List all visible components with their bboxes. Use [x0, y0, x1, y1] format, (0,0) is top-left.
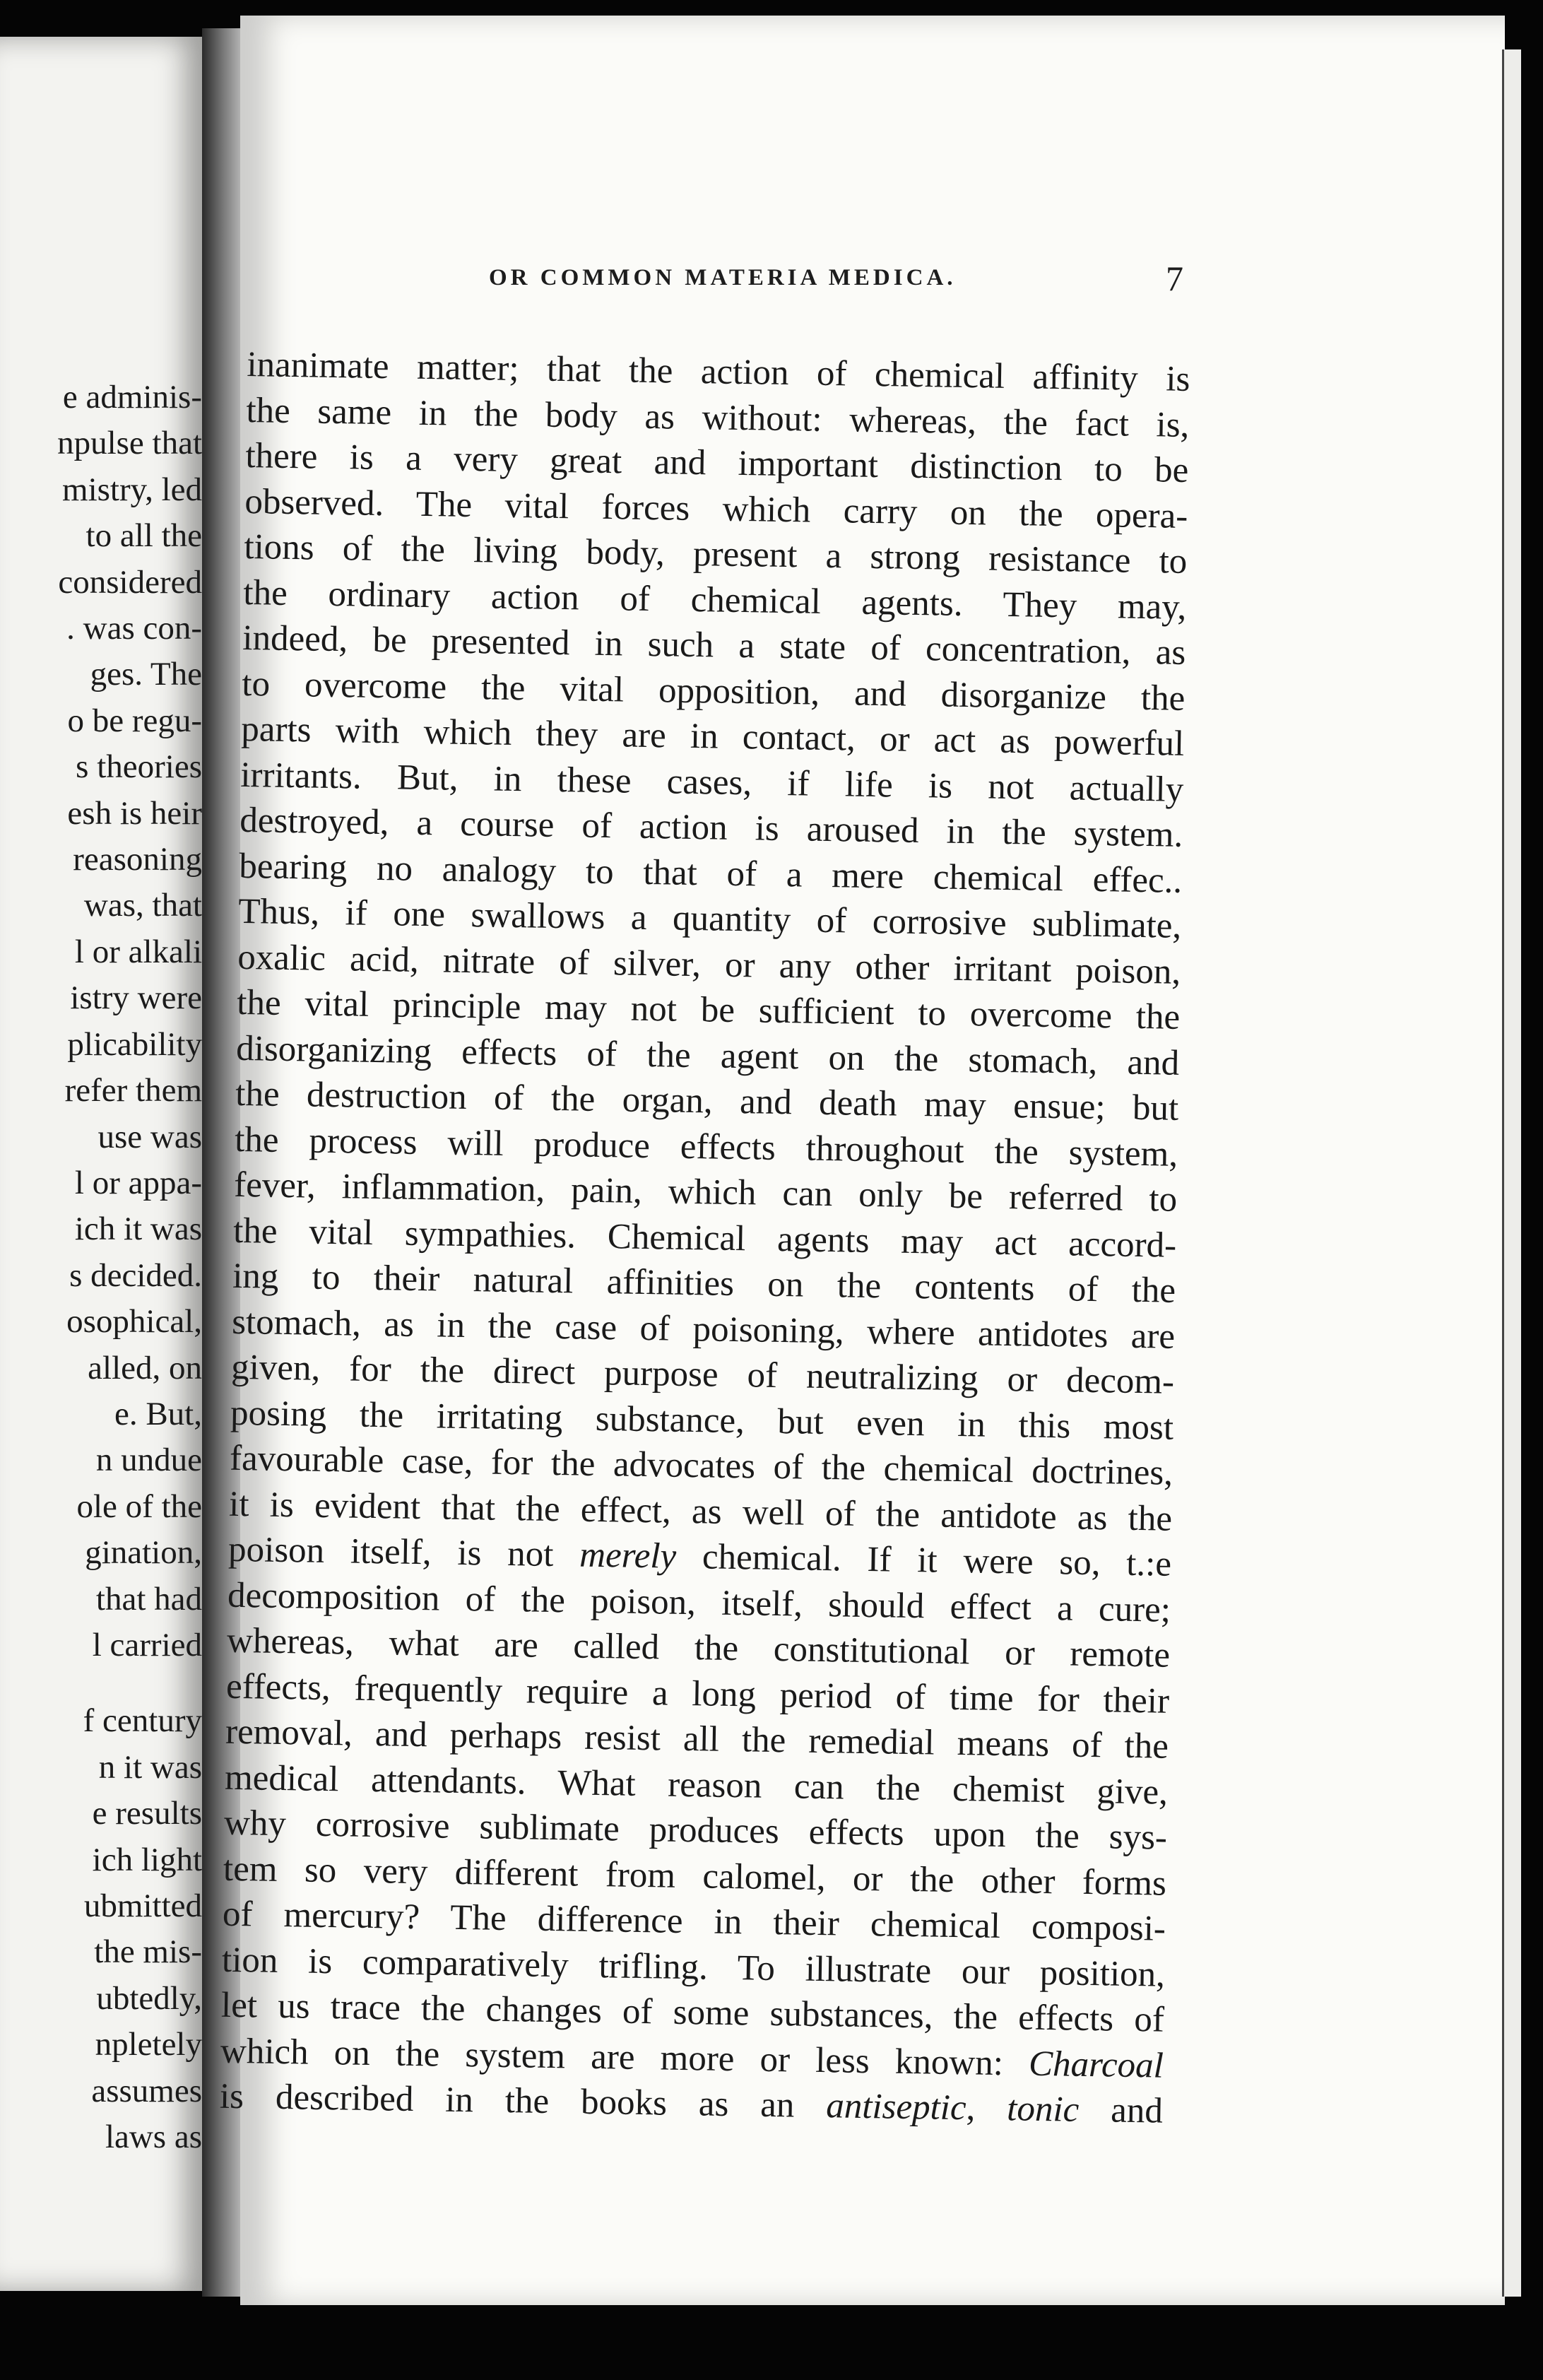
body-line: favourable case, for the advocates of the chemical doctrines,	[229, 1438, 1173, 1493]
body-line: destroyed, a course of action is aroused in the system.	[239, 800, 1183, 855]
body-line: oxalic acid, nitrate of silver, or any other irritant poison,	[237, 937, 1181, 992]
page-number: 7	[1166, 259, 1183, 298]
body-line: inanimate matter; that the action of chemical affinity is	[247, 344, 1190, 399]
left-page-line: istry were	[70, 979, 202, 1017]
left-page-line: . was con-	[66, 610, 202, 647]
body-line: the vital principle may not be sufficient to overcome the	[236, 982, 1181, 1037]
left-page-line: was, that	[83, 887, 202, 924]
left-page-line: esh is heir	[67, 794, 202, 832]
left-page-line: mistry, led	[62, 471, 202, 508]
body-text	[219, 342, 1190, 2134]
body-line: fever, inflammation, pain, which can only be referred to	[233, 1165, 1178, 1220]
body-text-run: poison itself, is not	[227, 1529, 580, 1575]
body-line: stomach, as in the case of poisoning, where antidotes are	[231, 1302, 1176, 1357]
left-page-line: n undue	[95, 1442, 202, 1479]
body-line: the same in the body as without: whereas, the fact is,	[246, 390, 1190, 445]
body-line: decomposition of the poison, itself, should effect a cure;	[227, 1575, 1171, 1630]
italic-word: tonic	[1006, 2089, 1080, 2130]
body-line: bearing no analogy to that of a mere chemical effec..	[238, 846, 1183, 901]
body-line: it is evident that the effect, as well of the antidote as the	[228, 1484, 1173, 1539]
body-line: ing to their natural affinities on the contents of the	[232, 1256, 1176, 1311]
paragraph-gap	[57, 1668, 202, 1698]
left-page-line: n it was	[98, 1748, 202, 1786]
body-line: parts with which they are in contact, or act as powerful	[240, 709, 1185, 764]
left-page-line: e results	[92, 1795, 202, 1832]
running-head: OR COMMON MATERIA MEDICA.	[489, 265, 957, 290]
body-line: to overcome the vital opposition, and disorganize the	[241, 664, 1186, 719]
left-page-line: the mis-	[94, 1933, 202, 1971]
body-line: observed. The vital forces which carry on the opera-	[244, 481, 1188, 536]
left-page-line: l or appa-	[74, 1164, 202, 1201]
body-line: the ordinary action of chemical agents. They may,	[242, 572, 1187, 628]
left-page-line: l or alkali	[74, 933, 202, 970]
body-text-run: is described in the books as an	[219, 2076, 827, 2126]
left-page-line: ich light	[92, 1841, 202, 1878]
body-line: given, for the direct purpose of neutralizing or decom-	[230, 1347, 1175, 1402]
left-page-line: considered	[58, 563, 202, 601]
body-line: of mercury? The difference in their chemical composi-	[222, 1894, 1166, 1949]
left-page-line: use was	[97, 1118, 202, 1155]
body-line: indeed, be presented in such a state of concentration, as	[242, 618, 1186, 673]
left-page-line: ubtedly,	[96, 1979, 202, 2017]
left-page-line: ich it was	[74, 1210, 202, 1248]
left-facing-page	[0, 37, 206, 2291]
body-line: tion is comparatively trifling. To illustrate our position,	[221, 1940, 1166, 1995]
left-page-line: gination,	[85, 1534, 202, 1572]
left-page-line: l carried	[92, 1626, 202, 1663]
italic-word: merely	[579, 1535, 677, 1577]
body-line: disorganizing effects of the agent on the stomach, and	[235, 1028, 1180, 1083]
left-page-line: npulse that	[57, 425, 202, 462]
left-page-line: npletely	[95, 2026, 202, 2063]
left-page-line: o be regu-	[67, 702, 202, 739]
body-text-run: which on the system are more or less known:	[220, 2031, 1029, 2084]
left-page-line: that had	[95, 1580, 202, 1618]
italic-word: Charcoal	[1028, 2044, 1164, 2086]
body-line: there is a very great and important distinction to be	[245, 435, 1189, 490]
body-line: posing the irritating substance, but even in this most	[230, 1393, 1174, 1448]
body-line: the process will produce effects throughout the system,	[234, 1119, 1178, 1174]
left-page-line: e adminis-	[62, 379, 202, 416]
italic-word: antiseptic	[825, 2086, 967, 2128]
body-line: medical attendants. What reason can the chemist give,	[224, 1757, 1169, 1813]
left-page-text	[57, 375, 202, 2160]
body-text-run: ,	[966, 2088, 1007, 2129]
left-page-line: refer them	[64, 1072, 202, 1109]
body-line: irritants. But, in these cases, if life is not actually	[240, 755, 1184, 810]
left-page-line: alled, on	[88, 1349, 202, 1386]
left-page-line: ubmitted	[83, 1887, 202, 1924]
body-text-run: and	[1078, 2090, 1164, 2131]
body-line: Thus, if one swallows a quantity of corrosive sublimate,	[237, 891, 1182, 946]
body-line: why corrosive sublimate produces effects upon the sys-	[223, 1803, 1168, 1858]
left-page-line: e. But,	[114, 1395, 202, 1432]
left-page-line: laws as	[105, 2119, 202, 2156]
left-page-line: s decided.	[69, 1256, 202, 1294]
left-page-line: assumes	[91, 2072, 202, 2109]
left-page-line: plicability	[67, 1025, 202, 1063]
left-page-line: ges. The	[90, 656, 202, 693]
left-page-line: reasoning	[73, 841, 202, 878]
left-page-line: f century	[83, 1702, 202, 1740]
left-page-line: osophical,	[66, 1303, 202, 1341]
body-text-run: chemical. If it were so, t.:e	[675, 1536, 1172, 1584]
body-line: whereas, what are called the constitutional or remote	[226, 1620, 1171, 1675]
body-line: the destruction of the organ, and death may ensue; but	[235, 1073, 1179, 1129]
page-edge	[1502, 49, 1521, 2297]
left-page-line: ole of the	[76, 1488, 202, 1525]
left-page-line: s theories	[76, 748, 202, 786]
body-line: the vital sympathies. Chemical agents may act accord-	[232, 1210, 1177, 1266]
left-page-line: to all the	[85, 517, 202, 555]
body-line: removal, and perhaps resist all the remedial means of the	[225, 1712, 1169, 1767]
body-line: effects, frequently require a long period of time for their	[225, 1666, 1170, 1721]
body-line: tem so very different from calomel, or the other forms	[223, 1849, 1167, 1904]
body-line: let us trace the changes of some substances, the effects of	[220, 1985, 1165, 2040]
body-line: tions of the living body, present a strong resistance to	[244, 526, 1188, 582]
